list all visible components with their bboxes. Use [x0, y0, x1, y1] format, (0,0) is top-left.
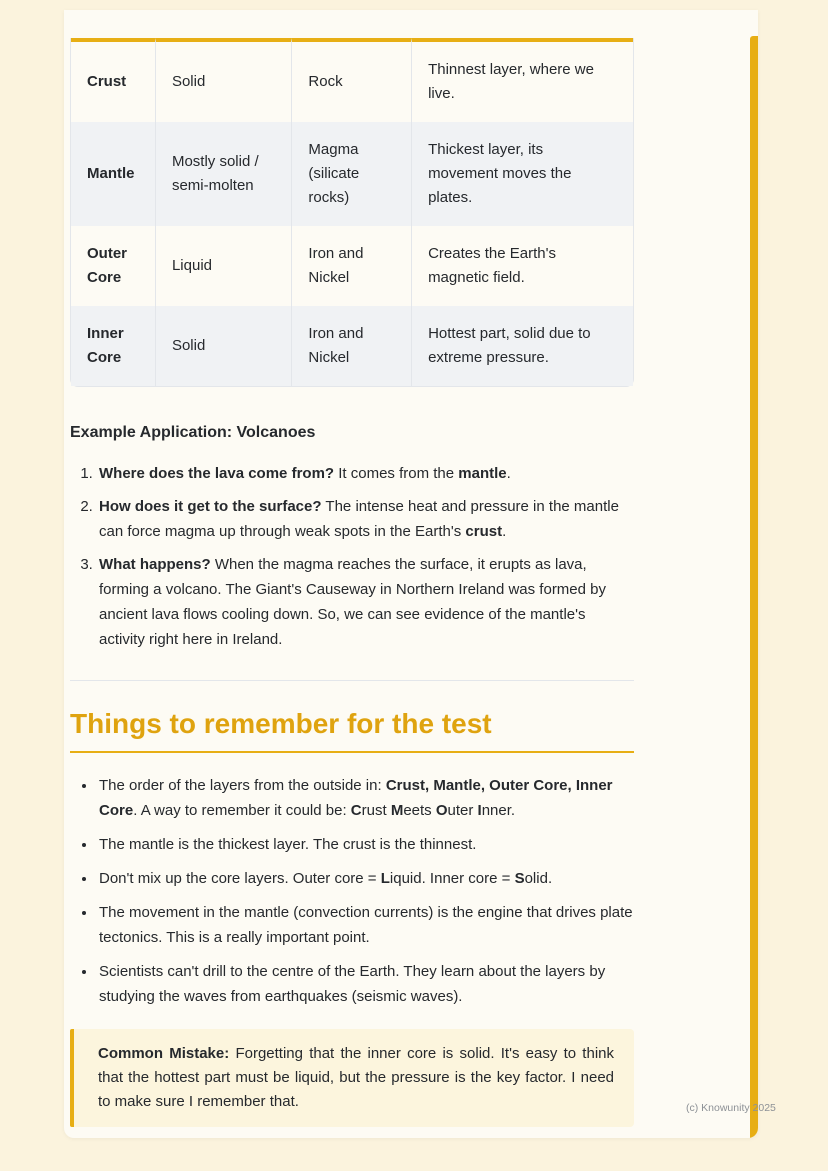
table-row-outer-core — [71, 226, 633, 306]
bullet-layer-order: • The order of the layers from the outside in: Crust, Mantle, Outer Core, Inner Core. A way to remember it could be: Crust Meets Outer Inner. — [97, 773, 634, 823]
watermark: (c) Knowunity 2025 — [686, 1102, 776, 1114]
composition-cell: Iron and Nickel — [291, 226, 411, 306]
list-item-surface: 2. How does it get to the surface? The intense heat and pressure in the mantle can force magma up through weak spots in the Earth's crust. — [97, 494, 634, 544]
right-accent-bar — [750, 36, 758, 1138]
composition-cell: Iron and Nickel — [291, 306, 411, 386]
description-cell: Thinnest layer, where we live. — [411, 38, 633, 122]
composition-cell: Rock — [291, 38, 411, 122]
composition-cell: Magma (silicate rocks) — [291, 122, 411, 226]
bullet-thickest-thinnest: • The mantle is the thickest layer. The crust is the thinnest. — [97, 832, 634, 857]
example-numbered-list — [70, 461, 634, 652]
common-mistake-callout — [70, 1029, 634, 1127]
table-row-mantle — [71, 122, 633, 226]
section-divider — [70, 680, 634, 681]
table-row-inner-core — [71, 306, 633, 386]
bullet-seismic-waves: • Scientists can't drill to the centre of the Earth. They learn about the layers by studying the waves from earthquakes (seismic waves). — [97, 959, 634, 1009]
description-cell: Creates the Earth's magnetic field. — [411, 226, 633, 306]
bullet-core-states: • Don't mix up the core layers. Outer core = Liquid. Inner core = Solid. — [97, 866, 634, 891]
layer-name-cell: Mantle — [71, 122, 155, 226]
state-cell: Solid — [155, 38, 291, 122]
document-page — [64, 10, 758, 1138]
layer-name-cell: Inner Core — [71, 306, 155, 386]
state-cell: Mostly solid / semi-molten — [155, 122, 291, 226]
layer-name-cell: Outer Core — [87, 245, 128, 286]
list-item-what-happens: 3. What happens? When the magma reaches the surface, it erupts as lava, forming a volcano. The Giant's Causeway in Northern Ireland was formed by ancient lava flows cooling down. So, we can see evidence of the mantle's activity right here in Ireland. — [97, 552, 634, 652]
layer-name-cell: Crust — [71, 38, 155, 122]
earth-layers-table — [70, 38, 634, 387]
description-cell: Hottest part, solid due to extreme pressure. — [411, 306, 633, 386]
state-cell: Liquid — [155, 226, 291, 306]
callout-text: Common Mistake: Forgetting that the inner core is solid. It's easy to think that the hottest part must be liquid, but the pressure is the key factor. I need to make sure I remember that. — [98, 1045, 614, 1110]
state-cell: Solid — [155, 306, 291, 386]
page-content — [70, 10, 634, 1127]
description-cell: Thickest layer, its movement moves the plates. — [411, 122, 633, 226]
example-heading: Example Application: Volcanoes — [70, 424, 316, 441]
table-row-crust — [71, 38, 633, 122]
bullet-convection: • The movement in the mantle (convection currents) is the engine that drives plate tectonics. This is a really important point. — [97, 900, 634, 950]
reminder-bullet-list — [70, 773, 634, 1009]
list-item-lava-origin: 1. Where does the lava come from? It comes from the mantle. — [97, 461, 634, 486]
remember-section-heading: Things to remember for the test — [70, 707, 634, 753]
